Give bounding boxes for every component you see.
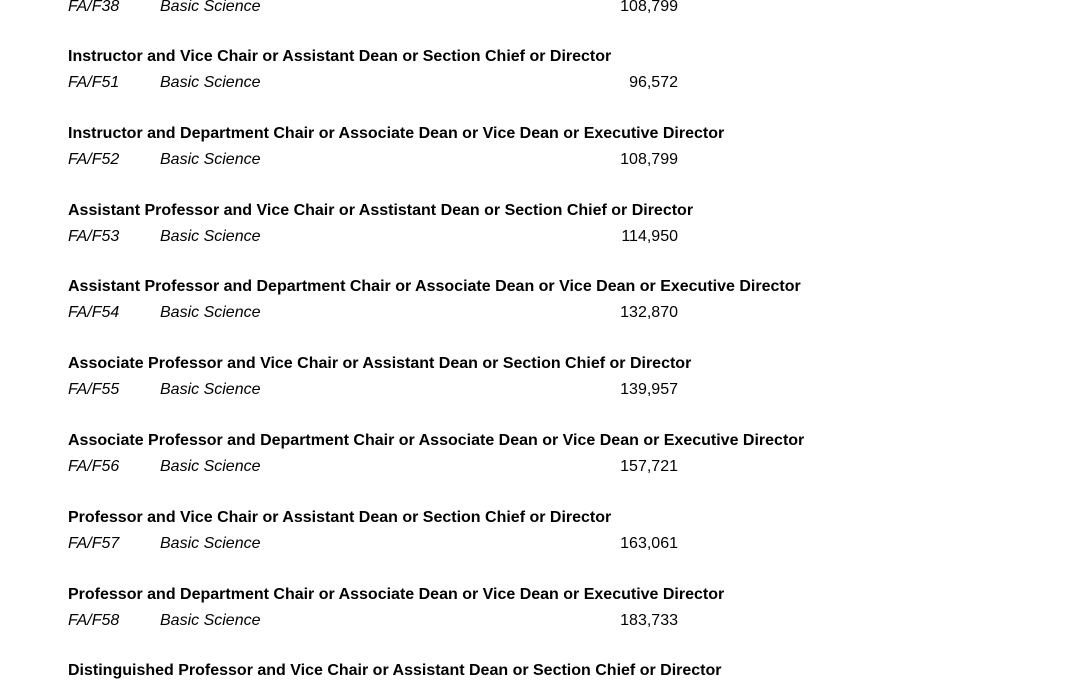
position-code: FA/F56 <box>68 458 120 475</box>
section-heading: Assistant Professor and Department Chair or Associate Dean or Vice Dean or Executive Director <box>68 278 801 295</box>
position-code: FA/F53 <box>68 228 120 245</box>
position-code: FA/F51 <box>68 74 120 91</box>
position-code: FA/F38 <box>68 0 120 15</box>
salary-amount: 108,799 <box>620 151 678 168</box>
position-category: Basic Science <box>160 304 261 321</box>
position-category: Basic Science <box>160 228 261 245</box>
section-heading: Assistant Professor and Vice Chair or Asstistant Dean or Section Chief or Director <box>68 202 694 219</box>
table-row <box>0 0 1080 17</box>
salary-amount: 96,572 <box>629 74 678 91</box>
position-category: Basic Science <box>160 151 261 168</box>
table-row <box>0 150 1080 170</box>
position-code: FA/F58 <box>68 612 120 629</box>
position-code: FA/F52 <box>68 151 120 168</box>
position-category: Basic Science <box>160 612 261 629</box>
salary-amount: 108,799 <box>620 0 678 15</box>
table-row <box>0 303 1080 323</box>
salary-amount: 132,870 <box>620 304 678 321</box>
position-category: Basic Science <box>160 74 261 91</box>
table-row <box>0 457 1080 477</box>
table-row <box>0 227 1080 247</box>
salary-amount: 157,721 <box>620 458 678 475</box>
table-row <box>0 611 1080 631</box>
salary-amount: 139,957 <box>620 381 678 398</box>
table-row <box>0 73 1080 93</box>
section-heading: Instructor and Department Chair or Associate Dean or Vice Dean or Executive Director <box>68 125 725 142</box>
section-heading: Distinguished Professor and Vice Chair or Assistant Dean or Section Chief or Director <box>68 662 722 679</box>
position-category: Basic Science <box>160 0 261 15</box>
section-heading: Instructor and Vice Chair or Assistant Dean or Section Chief or Director <box>68 48 612 65</box>
position-category: Basic Science <box>160 381 261 398</box>
position-category: Basic Science <box>160 535 261 552</box>
section-heading: Associate Professor and Vice Chair or Assistant Dean or Section Chief or Director <box>68 355 692 372</box>
section-heading: Associate Professor and Department Chair or Associate Dean or Vice Dean or Executive Director <box>68 432 805 449</box>
position-code: FA/F54 <box>68 304 120 321</box>
salary-amount: 114,950 <box>621 228 678 245</box>
salary-amount: 183,733 <box>620 612 678 629</box>
table-row <box>0 534 1080 554</box>
section-heading: Professor and Department Chair or Associate Dean or Vice Dean or Executive Director <box>68 586 725 603</box>
section-heading: Professor and Vice Chair or Assistant Dean or Section Chief or Director <box>68 509 612 526</box>
position-category: Basic Science <box>160 458 261 475</box>
salary-amount: 163,061 <box>620 535 678 552</box>
position-code: FA/F57 <box>68 535 120 552</box>
position-code: FA/F55 <box>68 381 120 398</box>
table-row <box>0 380 1080 400</box>
